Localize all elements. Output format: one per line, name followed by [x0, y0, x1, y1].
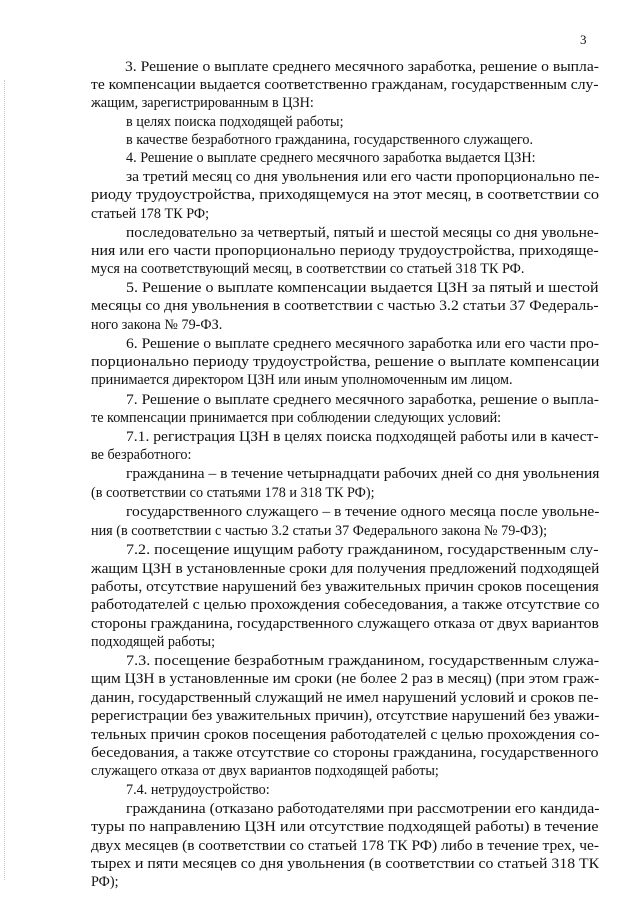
text-line: (в соответствии со статьями 178 и 318 ТК РФ); [91, 485, 375, 501]
text-line: данин, государственный служащий не имел нарушений условий и сроков пе- [91, 690, 599, 706]
scan-margin-marks [4, 80, 7, 880]
text-line: 7.3. посещение безработным гражданином, государственным служа- [126, 653, 600, 669]
text-line: статьей 178 ТК РФ; [91, 206, 210, 222]
text-line: 4. Решение о выплате среднего месячного заработка выдается ЦЗН: [126, 150, 536, 166]
text-line: тельных причин сроков посещения работодателей с целью прохождения со- [91, 727, 600, 743]
text-line: 5. Решение о выплате компенсации выдается ЦЗН за пятый и шестой [126, 280, 599, 296]
text-line: работы, отсутствие нарушений без уважительных причин сроков посещения [91, 579, 599, 595]
text-line: те компенсации выдается соответственно гражданам, государственным слу- [91, 77, 599, 93]
text-line: 3. Решение о выплате среднего месячного заработка, решение о выпла- [125, 59, 599, 75]
text-line: в качестве безработного гражданина, государственного служащего. [126, 132, 534, 148]
text-line: муся на соответствующий месяц, в соответствии со статьей 318 ТК РФ. [91, 261, 525, 277]
text-line: ве безработного: [91, 447, 192, 463]
text-line: тырех и пяти месяцев со дня увольнения (в соответствии со статьей 318 ТК [91, 856, 600, 872]
page-number: 3 [580, 32, 587, 47]
text-line: РФ); [91, 874, 119, 890]
text-line: жащим, зарегистрированным в ЦЗН: [91, 95, 314, 111]
text-line: двух месяцев (в соответствии со статьей 178 ТК РФ) либо в течение трех, че- [91, 838, 600, 854]
text-line: 7.2. посещение ищущим работу гражданином, государственным слу- [126, 542, 599, 558]
text-line: служащего отказа от двух вариантов подходящей работы; [91, 763, 439, 779]
text-line: ния или его части пропорционально периоду трудоустройства, приходяще- [91, 243, 599, 259]
text-line: ния (в соответствии с частью 3.2 статьи 37 Федерального закона № 79-ФЗ); [91, 523, 548, 539]
text-line: 6. Решение о выплате среднего месячного заработка или его части про- [126, 336, 599, 352]
text-line: порционально периоду трудоустройства, решение о выплате компенсации [91, 354, 600, 370]
text-line: гражданина – в течение четырнадцати рабочих дней со дня увольнения [126, 466, 600, 482]
text-line: туры по направлению ЦЗН или отсутствие подходящей работы) в течение [91, 819, 599, 835]
text-line: в целях поиска подходящей работы; [126, 114, 344, 130]
text-line: подходящей работы; [91, 634, 216, 650]
text-line: за третий месяц со дня увольнения или его части пропорционально пе- [126, 169, 600, 185]
text-line: месяцы со дня увольнения в соответствии с частью 3.2 статьи 37 Федераль- [91, 298, 599, 314]
text-line: государственного служащего – в течение одного месяца после увольне- [126, 504, 600, 520]
text-line: жащим ЦЗН в установленные сроки для получения предложений подходящей [91, 561, 600, 577]
text-line: 7.4. нетрудоустройство: [126, 782, 270, 798]
text-line: стороны гражданина, государственного служащего отказа от двух вариантов [91, 616, 599, 632]
text-line: ререгистрации без уважительных причин), отсутствие нарушений без уважи- [91, 708, 600, 724]
text-line: 7.1. регистрация ЦЗН в целях поиска подходящей работы или в качест- [126, 429, 599, 445]
text-line: беседования, а также отсутствие со стороны гражданина, государственного [91, 745, 599, 761]
text-line: последовательно за четвертый, пятый и шестой месяцы со дня увольне- [126, 225, 599, 241]
text-line: принимается директором ЦЗН или иным уполномоченным им лицом. [91, 372, 513, 388]
text-line: щим ЦЗН в установленные им сроки (не более 2 раз в месяц) (при этом граж- [91, 671, 600, 687]
text-line: работодателей с целью прохождения собеседования, а также отсутствие со [91, 597, 600, 613]
text-line: риоду трудоустройства, приходящемуся на этот месяц, в соответствии со [91, 187, 600, 203]
text-line: те компенсации принимается при соблюдении следующих условий: [91, 410, 502, 426]
text-line: гражданина (отказано работодателями при рассмотрении его кандида- [126, 801, 600, 817]
text-line: 7. Решение о выплате среднего месячного заработка, решение о выпла- [126, 392, 599, 408]
text-line: ного закона № 79-ФЗ. [91, 317, 223, 333]
